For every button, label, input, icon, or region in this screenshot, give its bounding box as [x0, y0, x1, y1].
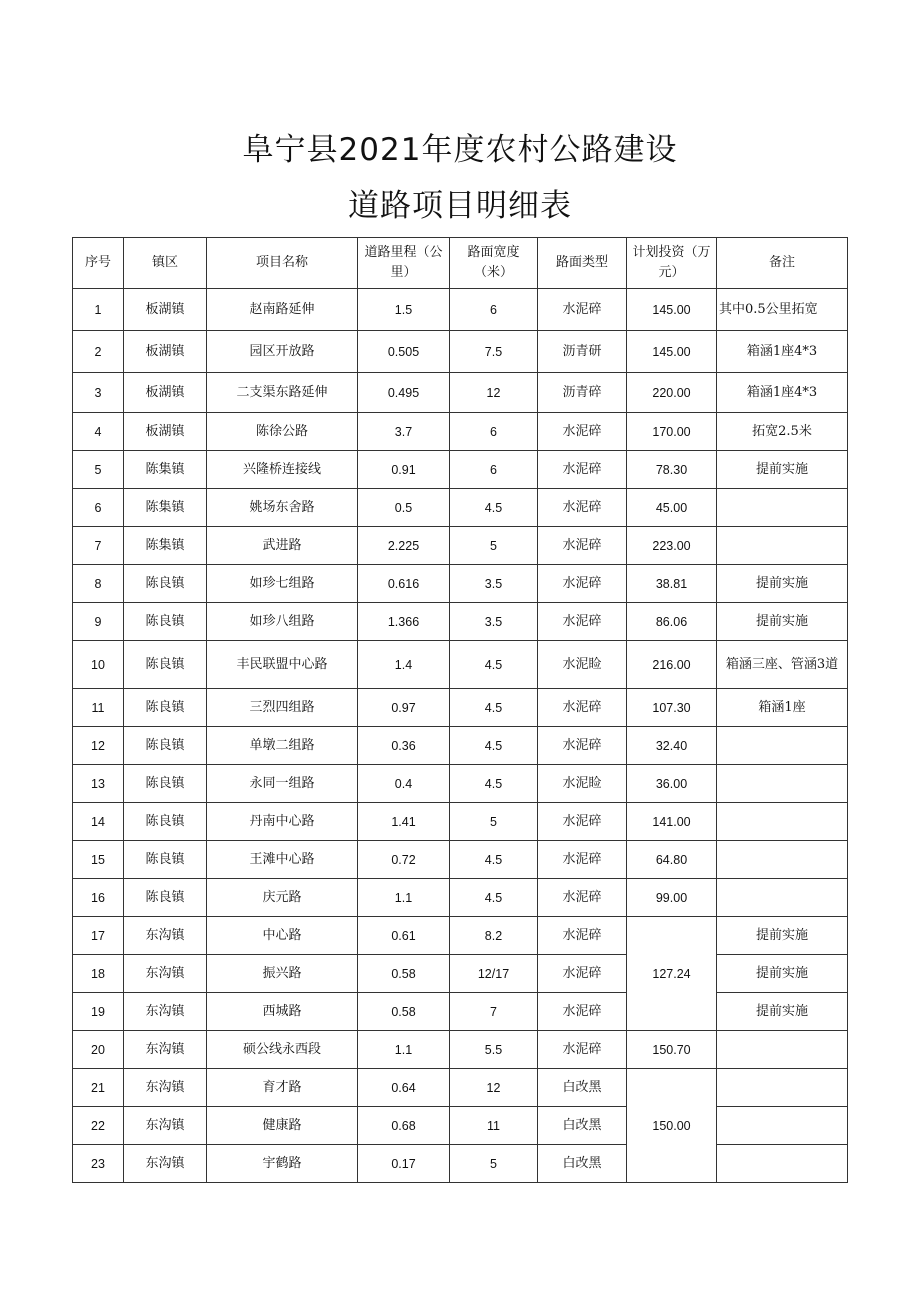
table-row: [73, 489, 848, 527]
cell-name: 振兴路: [207, 955, 358, 993]
cell-note: [717, 879, 848, 917]
cell-town: 东沟镇: [124, 1145, 207, 1183]
header-no: 序号: [73, 238, 124, 289]
document-title: 阜宁县2021年度农村公路建设: [242, 132, 678, 168]
cell-name: 硕公线永西段: [207, 1031, 358, 1069]
cell-type: 水泥碎: [538, 527, 627, 565]
cell-length: 2.225: [358, 527, 450, 565]
cell-name: 庆元路: [207, 879, 358, 917]
cell-length: 0.61: [358, 917, 450, 955]
cell-note: [717, 841, 848, 879]
cell-note: 箱涵三座、管涵3道: [717, 641, 848, 689]
cell-note: [717, 1069, 848, 1107]
cell-invest: 145.00: [627, 331, 717, 373]
cell-note: [717, 489, 848, 527]
cell-width: 6: [450, 289, 538, 331]
cell-width: 3.5: [450, 565, 538, 603]
cell-no: 12: [73, 727, 124, 765]
cell-width: 12/17: [450, 955, 538, 993]
cell-length: 1.4: [358, 641, 450, 689]
cell-town: 陈良镇: [124, 879, 207, 917]
header-project-name: 项目名称: [207, 238, 358, 289]
header-surface-type: 路面类型: [538, 238, 627, 289]
cell-type: 水泥碎: [538, 955, 627, 993]
cell-invest: 145.00: [627, 289, 717, 331]
cell-width: 4.5: [450, 879, 538, 917]
cell-width: 4.5: [450, 727, 538, 765]
table-row: [73, 689, 848, 727]
cell-town: 板湖镇: [124, 289, 207, 331]
cell-note: [717, 727, 848, 765]
cell-type: 水泥碎: [538, 879, 627, 917]
cell-type: 水泥碎: [538, 993, 627, 1031]
cell-length: 0.72: [358, 841, 450, 879]
cell-no: 16: [73, 879, 124, 917]
cell-note: [717, 803, 848, 841]
cell-width: 7: [450, 993, 538, 1031]
cell-length: 0.68: [358, 1107, 450, 1145]
table-header-row: [73, 238, 848, 289]
cell-width: 12: [450, 373, 538, 413]
table-row: [73, 373, 848, 413]
table-row: [73, 1145, 848, 1183]
cell-invest: 36.00: [627, 765, 717, 803]
cell-type: 水泥碎: [538, 603, 627, 641]
cell-width: 4.5: [450, 641, 538, 689]
cell-length: 0.495: [358, 373, 450, 413]
document-subtitle: 道路项目明细表: [348, 188, 572, 224]
cell-town: 东沟镇: [124, 1069, 207, 1107]
cell-town: 东沟镇: [124, 993, 207, 1031]
cell-length: 0.91: [358, 451, 450, 489]
cell-length: 0.505: [358, 331, 450, 373]
cell-type: 水泥碎: [538, 1031, 627, 1069]
cell-width: 4.5: [450, 689, 538, 727]
cell-name: 武进路: [207, 527, 358, 565]
cell-name: 园区开放路: [207, 331, 358, 373]
cell-town: 陈集镇: [124, 451, 207, 489]
cell-no: 2: [73, 331, 124, 373]
cell-no: 8: [73, 565, 124, 603]
table-row: [73, 565, 848, 603]
cell-invest: 38.81: [627, 565, 717, 603]
cell-town: 陈良镇: [124, 803, 207, 841]
cell-name: 二支渠东路延伸: [207, 373, 358, 413]
cell-no: 15: [73, 841, 124, 879]
cell-town: 东沟镇: [124, 1031, 207, 1069]
cell-note: 提前实施: [717, 955, 848, 993]
table-row: [73, 331, 848, 373]
table-row: [73, 727, 848, 765]
cell-width: 6: [450, 451, 538, 489]
cell-invest: 127.24: [627, 917, 717, 1031]
cell-town: 陈良镇: [124, 727, 207, 765]
table-row: [73, 917, 848, 955]
header-note: 备注: [717, 238, 848, 289]
table-row: [73, 955, 848, 993]
cell-type: 水泥碎: [538, 917, 627, 955]
cell-length: 0.97: [358, 689, 450, 727]
table-row: [73, 527, 848, 565]
cell-invest: 107.30: [627, 689, 717, 727]
cell-invest: 64.80: [627, 841, 717, 879]
cell-type: 水泥碎: [538, 841, 627, 879]
cell-name: 永同一组路: [207, 765, 358, 803]
cell-type: 水泥睑: [538, 765, 627, 803]
cell-note: 箱涵1座4*3: [717, 331, 848, 373]
cell-note: [717, 1107, 848, 1145]
cell-invest: 170.00: [627, 413, 717, 451]
cell-length: 0.64: [358, 1069, 450, 1107]
cell-name: 丰民联盟中心路: [207, 641, 358, 689]
cell-invest: 45.00: [627, 489, 717, 527]
cell-name: 宇鹤路: [207, 1145, 358, 1183]
cell-town: 陈良镇: [124, 765, 207, 803]
cell-type: 沥青碎: [538, 373, 627, 413]
cell-note: 拓宽2.5米: [717, 413, 848, 451]
cell-no: 3: [73, 373, 124, 413]
cell-no: 5: [73, 451, 124, 489]
cell-length: 3.7: [358, 413, 450, 451]
cell-town: 板湖镇: [124, 413, 207, 451]
table-row: [73, 1107, 848, 1145]
cell-no: 9: [73, 603, 124, 641]
cell-type: 水泥碎: [538, 727, 627, 765]
cell-no: 10: [73, 641, 124, 689]
cell-length: 1.41: [358, 803, 450, 841]
table-row: [73, 1069, 848, 1107]
cell-type: 水泥碎: [538, 413, 627, 451]
cell-note: 提前实施: [717, 451, 848, 489]
cell-width: 5: [450, 1145, 538, 1183]
cell-invest: 32.40: [627, 727, 717, 765]
cell-name: 陈徐公路: [207, 413, 358, 451]
cell-note: 提前实施: [717, 917, 848, 955]
cell-no: 14: [73, 803, 124, 841]
table-row: [73, 1031, 848, 1069]
table-row: [73, 289, 848, 331]
cell-length: 0.36: [358, 727, 450, 765]
cell-width: 12: [450, 1069, 538, 1107]
cell-type: 白改黑: [538, 1107, 627, 1145]
cell-town: 板湖镇: [124, 331, 207, 373]
header-investment: 计划投资（万元）: [627, 238, 717, 289]
table-row: [73, 993, 848, 1031]
cell-no: 18: [73, 955, 124, 993]
cell-length: 0.616: [358, 565, 450, 603]
cell-type: 水泥碎: [538, 289, 627, 331]
cell-name: 健康路: [207, 1107, 358, 1145]
cell-note: [717, 1145, 848, 1183]
cell-invest: 220.00: [627, 373, 717, 413]
table-row: [73, 451, 848, 489]
cell-town: 东沟镇: [124, 1107, 207, 1145]
cell-town: 陈良镇: [124, 565, 207, 603]
table-row: [73, 765, 848, 803]
cell-length: 1.366: [358, 603, 450, 641]
cell-note: 其中0.5公里拓宽: [717, 289, 848, 331]
cell-width: 4.5: [450, 841, 538, 879]
cell-name: 如珍八组路: [207, 603, 358, 641]
cell-invest: 150.70: [627, 1031, 717, 1069]
cell-invest: 216.00: [627, 641, 717, 689]
cell-name: 赵南路延伸: [207, 289, 358, 331]
cell-note: 提前实施: [717, 993, 848, 1031]
cell-name: 三烈四组路: [207, 689, 358, 727]
cell-no: 13: [73, 765, 124, 803]
cell-name: 中心路: [207, 917, 358, 955]
cell-width: 11: [450, 1107, 538, 1145]
cell-type: 水泥碎: [538, 689, 627, 727]
cell-length: 0.58: [358, 955, 450, 993]
table-row: [73, 413, 848, 451]
cell-no: 17: [73, 917, 124, 955]
cell-name: 姚场东舍路: [207, 489, 358, 527]
cell-no: 1: [73, 289, 124, 331]
cell-name: 丹南中心路: [207, 803, 358, 841]
cell-width: 7.5: [450, 331, 538, 373]
cell-length: 1.1: [358, 879, 450, 917]
table-row: [73, 803, 848, 841]
cell-town: 陈良镇: [124, 603, 207, 641]
cell-no: 6: [73, 489, 124, 527]
cell-width: 5: [450, 803, 538, 841]
cell-type: 水泥碎: [538, 803, 627, 841]
cell-note: [717, 765, 848, 803]
cell-invest: 78.30: [627, 451, 717, 489]
cell-type: 水泥碎: [538, 451, 627, 489]
cell-note: 提前实施: [717, 603, 848, 641]
cell-length: 1.5: [358, 289, 450, 331]
cell-width: 5: [450, 527, 538, 565]
cell-note: 提前实施: [717, 565, 848, 603]
cell-town: 陈良镇: [124, 689, 207, 727]
table-body: [73, 289, 848, 1183]
road-project-table: [72, 237, 848, 1183]
cell-width: 4.5: [450, 489, 538, 527]
header-length: 道路里程（公里）: [358, 238, 450, 289]
cell-width: 6: [450, 413, 538, 451]
cell-note: [717, 1031, 848, 1069]
cell-invest: 150.00: [627, 1069, 717, 1183]
cell-no: 4: [73, 413, 124, 451]
cell-name: 单墩二组路: [207, 727, 358, 765]
cell-length: 0.58: [358, 993, 450, 1031]
cell-length: 0.5: [358, 489, 450, 527]
cell-town: 板湖镇: [124, 373, 207, 413]
cell-type: 水泥碎: [538, 565, 627, 603]
cell-no: 21: [73, 1069, 124, 1107]
table-row: [73, 879, 848, 917]
cell-invest: 141.00: [627, 803, 717, 841]
cell-no: 7: [73, 527, 124, 565]
cell-length: 0.17: [358, 1145, 450, 1183]
cell-invest: 86.06: [627, 603, 717, 641]
cell-town: 陈良镇: [124, 841, 207, 879]
cell-type: 白改黑: [538, 1145, 627, 1183]
table-row: [73, 841, 848, 879]
cell-no: 19: [73, 993, 124, 1031]
cell-type: 沥青研: [538, 331, 627, 373]
cell-note: 箱涵1座4*3: [717, 373, 848, 413]
cell-town: 陈集镇: [124, 527, 207, 565]
cell-length: 0.4: [358, 765, 450, 803]
cell-note: 箱涵1座: [717, 689, 848, 727]
cell-no: 22: [73, 1107, 124, 1145]
cell-width: 3.5: [450, 603, 538, 641]
cell-note: [717, 527, 848, 565]
cell-name: 西城路: [207, 993, 358, 1031]
cell-name: 育才路: [207, 1069, 358, 1107]
cell-town: 东沟镇: [124, 917, 207, 955]
cell-town: 东沟镇: [124, 955, 207, 993]
cell-type: 白改黑: [538, 1069, 627, 1107]
cell-invest: 223.00: [627, 527, 717, 565]
header-width: 路面宽度（米）: [450, 238, 538, 289]
cell-length: 1.1: [358, 1031, 450, 1069]
cell-name: 王滩中心路: [207, 841, 358, 879]
cell-invest: 99.00: [627, 879, 717, 917]
cell-name: 如珍七组路: [207, 565, 358, 603]
table-row: [73, 603, 848, 641]
header-town: 镇区: [124, 238, 207, 289]
cell-no: 20: [73, 1031, 124, 1069]
cell-no: 11: [73, 689, 124, 727]
cell-no: 23: [73, 1145, 124, 1183]
cell-name: 兴隆桥连接线: [207, 451, 358, 489]
cell-width: 5.5: [450, 1031, 538, 1069]
cell-town: 陈集镇: [124, 489, 207, 527]
cell-width: 8.2: [450, 917, 538, 955]
cell-width: 4.5: [450, 765, 538, 803]
table-row: [73, 641, 848, 689]
cell-town: 陈良镇: [124, 641, 207, 689]
cell-type: 水泥碎: [538, 489, 627, 527]
cell-type: 水泥睑: [538, 641, 627, 689]
